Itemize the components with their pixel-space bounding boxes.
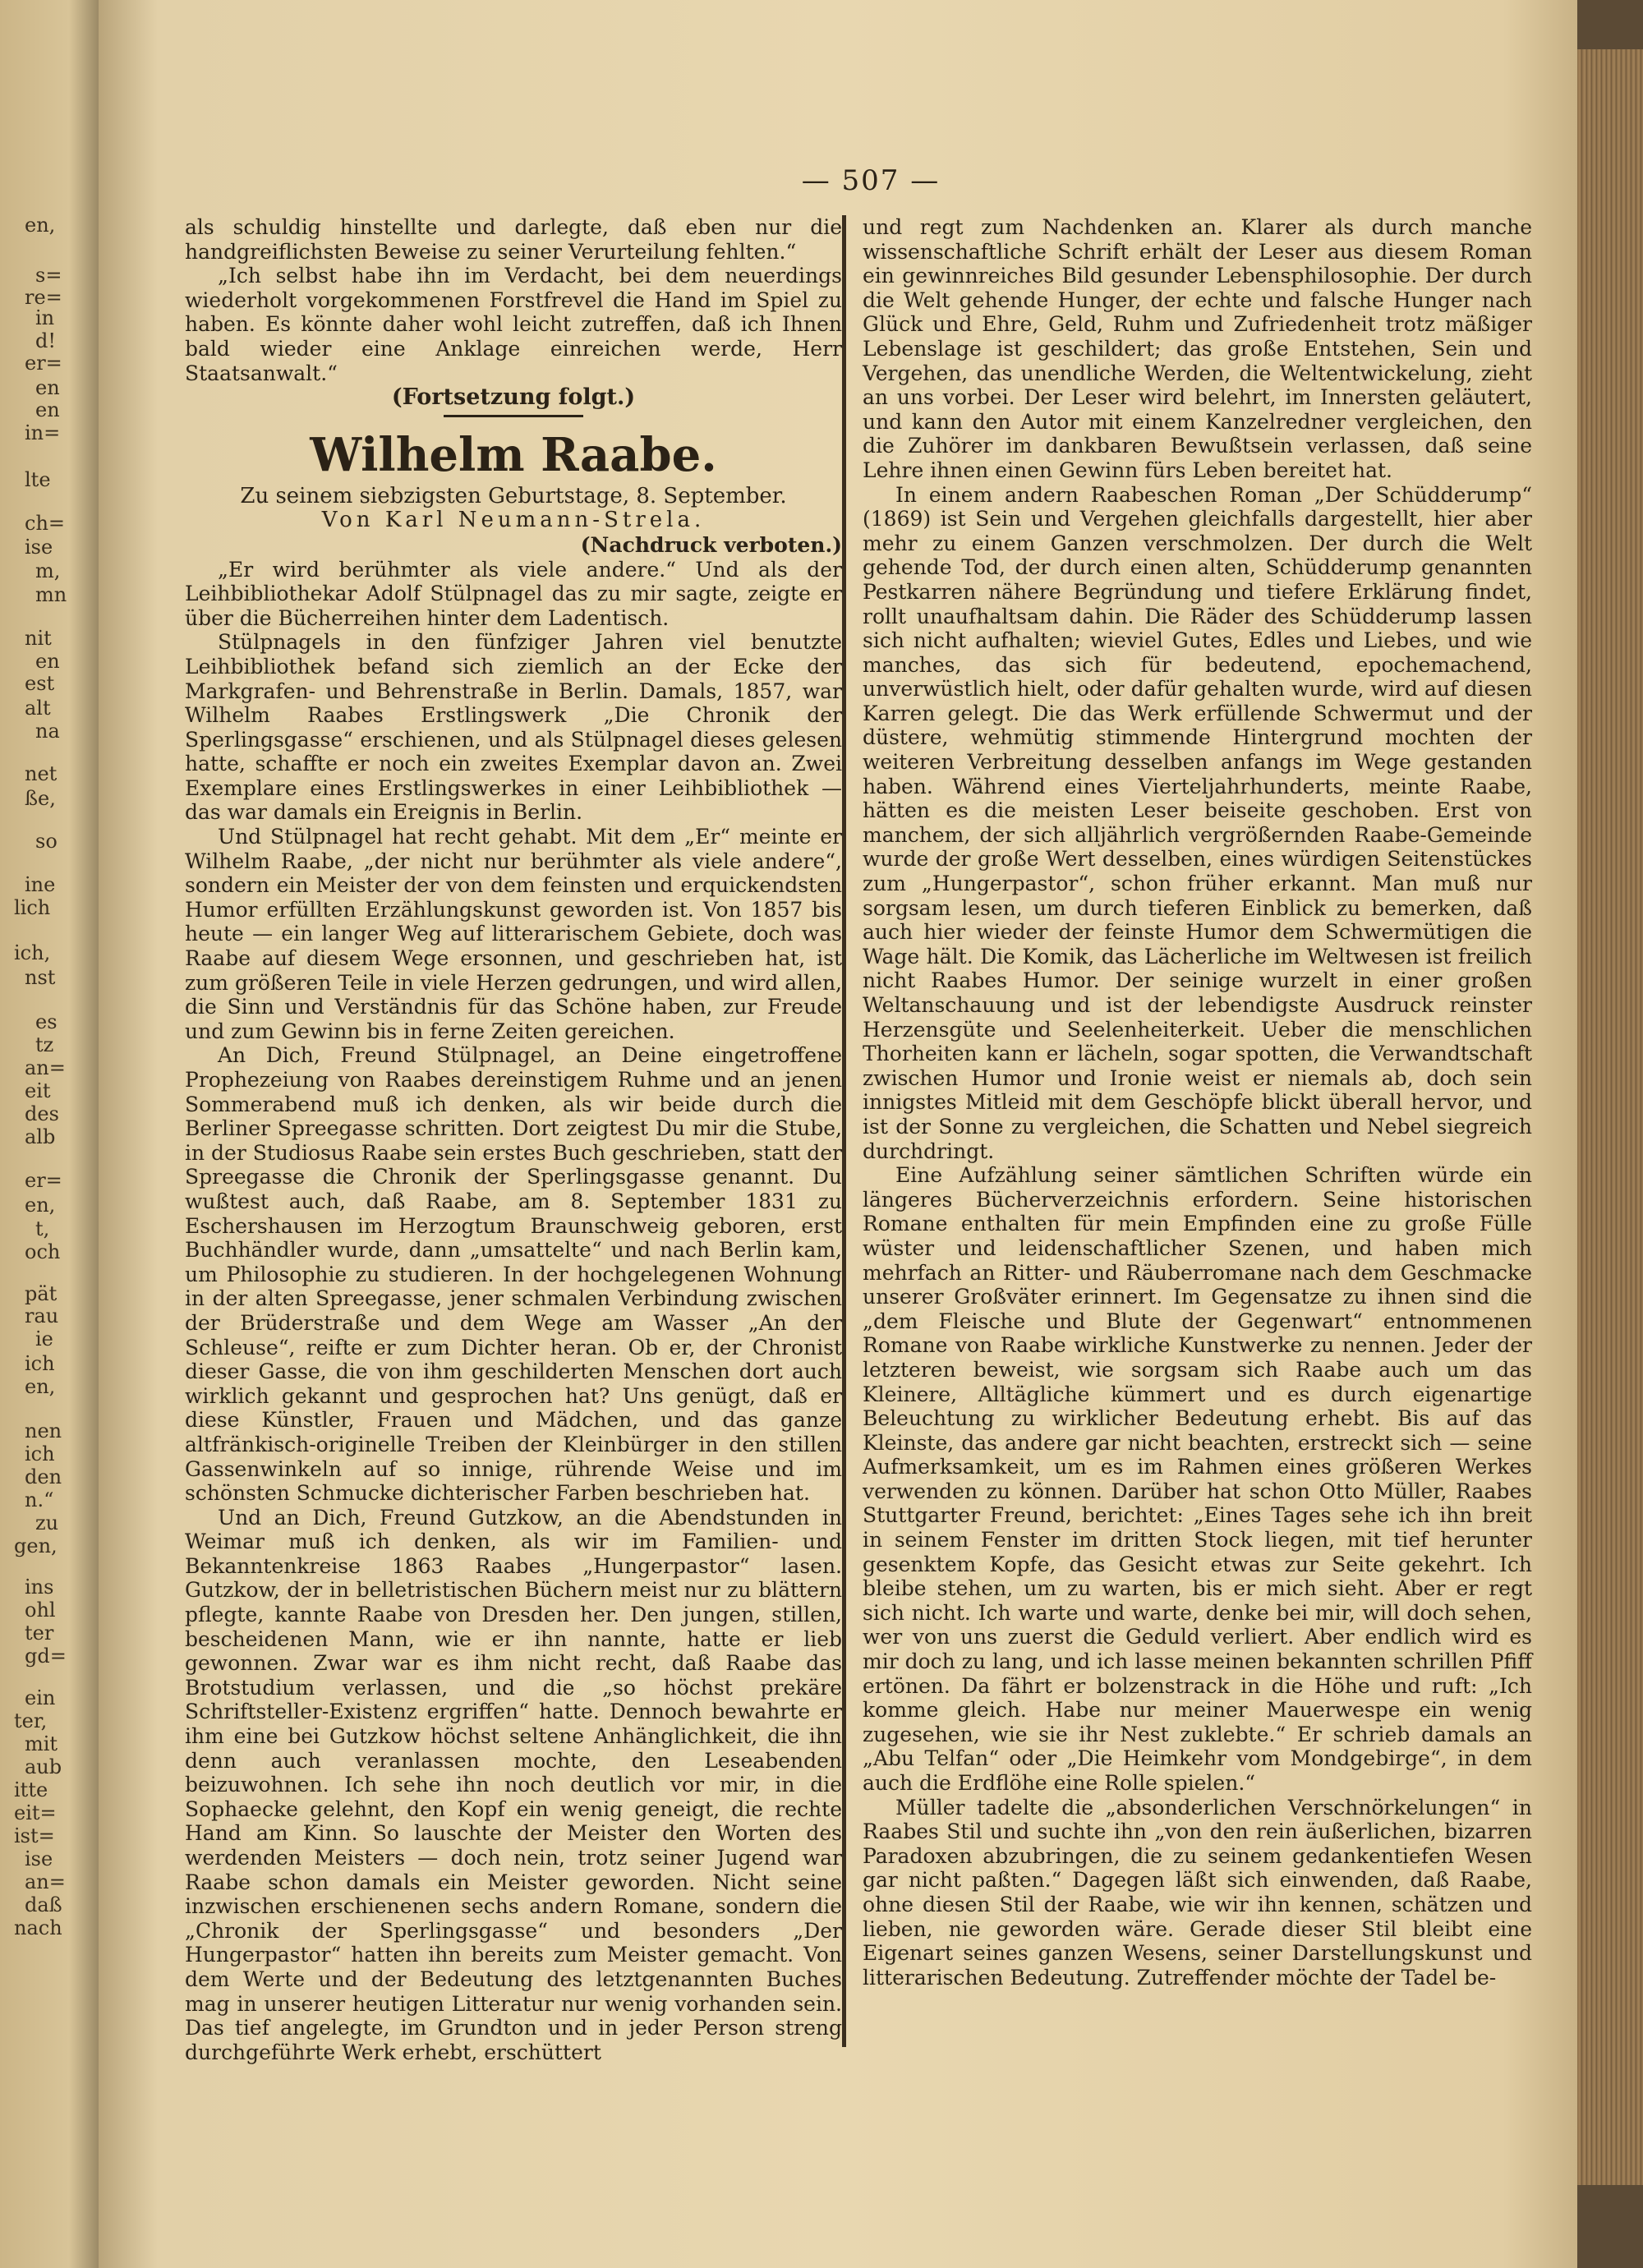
margin-fragment: n.“: [25, 1488, 54, 1511]
margin-fragment: och: [25, 1240, 61, 1263]
paragraph: In einem andern Raabeschen Roman „Der Schüdderump“ (1869) ist Sein und Vergehen gleichfalls dargestellt, hier aber mehr zu einem Ganzen verschmolzen. Der durch die Welt gehende Tod, der durch einen alten, Schüdderump genannten Pestkarren nähere Begründung und tiefere Erklärung findet, rollt unaufhaltsam dahin. Die Räder des Schüdderump lassen sich nicht aufhalten; wieviel Gutes, Edles und Liebes, und wie manches, das sich für bedeutend, epochemachend, unverwüstlich hielt, oder dafür gehalten wurde, wird auf diesen Karren gelegt. Die das Werk erfüllende Schwermut und der düstere, wehmütig stimmende Hintergrund mochten der weiteren Verbreitung desselben anfangs im Wege gestanden haben. Während eines Vierteljahrhunderts, meinte Raabe, hätten es die meisten Leser beiseite geschoben. Erst von manchem, der sich alljährlich vergrößernden Raabe-Gemeinde wurde der große Wert desselben, eines würdigen Seitenstückes zum „Hungerpastor“, schon früher erkannt. Man muß nur sorgsam lesen, um durch tieferen Einblick zu bemerken, daß auch hier wieder der feinste Humor dem Schwermütigen die Wage hält. Die Komik, das Lächerliche im Weltwesen ist freilich nicht Raabes Humor. Der seinige wurzelt in einer großen Weltanschauung und ist der lebendigste Ausdruck reinster Herzensgüte und Seelenheiterkeit. Ueber die menschlichen Thorheiten kann er lächeln, sogar spotten, die Verwandtschaft zwischen Humor und Ironie weist er niemals ab, doch sein innigstes Mitleid mit dem Geschöpfe blickt überall hervor, und ist der Sonne zu vergleichen, die Schatten und Nebel siegreich durchdringt.: [863, 482, 1532, 1163]
margin-fragment: eit=: [14, 1801, 57, 1824]
margin-fragment: mn: [35, 583, 67, 606]
paragraph: Eine Aufzählung seiner sämtlichen Schriften würde ein längeres Bücherverzeichnis erfordern. Seine historischen Romane enthalten für mein Empfinden eine zu große Fülle wüster und leidenschaftlicher Szenen, und haben mich mehrfach an Ritter- und Räuberromane nach dem Geschmacke unserer Großväter erinnert. Im Gegensatze zu ihnen sind die „dem Fleische und Blute der Gegenwart“ entnommenen Romane von Raabe wirkliche Kunstwerke zu nennen. Jeder der letzteren beweist, wie sorgsam sich Raabe auch um das Kleinere, Alltägliche kümmert und es durch eigenartige Beleuchtung zu wirklicher Bedeutung erhebt. Bis auf das Kleinste, das andere gar nicht beachten, erstreckt sich — seine Aufmerksamkeit, um es im Rahmen eines größeren Werkes verwenden zu können. Darüber hat schon Otto Müller, Raabes Stuttgarter Freund, berichtet: „Eines Tages sehe ich ihn breit in seinem Fenster im dritten Stock liegen, mit tief herunter gesenktem Kopfe, das Gesicht etwas zur Seite gekehrt. Ich bleibe stehen, um zu warten, bis er mich sieht. Aber er regt sich nicht. Ich warte und warte, denke bei mir, will doch sehen, wer von uns zuerst die Geduld verliert. Aber endlich wird es mir doch zu lang, und ich lasse meinen bekannten schrillen Pfiff ertönen. Da fährt er bolzenstrack in die Höhe und ruft: „Ich komme gleich. Habe nur meiner Mauerwespe ein wenig zugesehen, wie sie ihr Nest zuklebte.“ Er schrieb damals an „Abu Telfan“ oder „Die Heimkehr vom Mondgebirge“, in dem auch die Erdflöhe eine Rolle spielen.“: [863, 1163, 1532, 1795]
paragraph: „Ich selbst habe ihn im Verdacht, bei dem neuerdings wiederholt vorgekommenen Forstfrevel die Hand im Spiel zu haben. Es könnte daher wohl leicht zutreffen, daß ich Ihnen bald wieder eine Anklage einreichen werde, Herr Staatsanwalt.“: [185, 264, 842, 385]
margin-fragment: net: [25, 762, 58, 785]
margin-fragment: ise: [25, 536, 53, 559]
margin-fragment: re=: [25, 286, 62, 309]
left-column: [185, 215, 842, 2064]
margin-fragment: en: [35, 650, 60, 673]
margin-fragment: ter,: [14, 1709, 48, 1732]
margin-fragment: lich: [14, 896, 51, 919]
paragraph: Müller tadelte die „absonderlichen Verschnörkelungen“ in Raabes Stil und suchte ihn „von den rein äußerlichen, bizarren Paradoxen abzubringen, die zu seinem gedankentiefen Wesen gar nicht paßten.“ Dagegen läßt sich einwenden, daß Raabe, ohne diesen Stil der Raabe, wie wir ihn kennen, schätzen und lieben, nie geworden wäre. Gerade dieser Stil bleibt eine Eigenart seines ganzen Wesens, seiner Darstellungskunst und litterarischen Bedeutung. Zutreffender möchte der Tadel be-: [863, 1795, 1532, 1990]
margin-fragment: pät: [25, 1282, 58, 1305]
article-subtitle: Zu seinem siebzigsten Geburtstage, 8. September.: [240, 483, 787, 508]
margin-fragment: es: [35, 1010, 58, 1033]
paragraph: als schuldig hinstellte und darlegte, daß eben nur die handgreiflichsten Beweise zu seiner Verurteilung fehlten.“: [185, 215, 842, 264]
margin-fragment: ins: [25, 1576, 54, 1599]
margin-fragment: eit: [25, 1079, 51, 1102]
article-title: Wilhelm Raabe.: [310, 427, 717, 482]
margin-fragment: daß: [25, 1893, 62, 1916]
margin-fragment: d!: [35, 329, 57, 352]
margin-fragment: lte: [25, 468, 51, 491]
margin-fragment: ch=: [25, 512, 66, 535]
paragraph: Stülpnagels in den fünfziger Jahren viel benutzte Leihbibliothek befand sich ziemlich an der Ecke der Markgrafen- und Behrenstraße in Berlin. Damals, 1857, war Wilhelm Raabes Erstlingswerk „Die Chronik der Sperlingsgasse“ erschienen, und als Stülpnagel dieses gelesen hatte, schaffte er noch ein zweites Exemplar davon an. Zwei Exemplare eines Erstlingswerkes in einer Leihbibliothek — das war damals ein Ereignis in Berlin.: [185, 630, 842, 825]
margin-fragment: in=: [25, 421, 61, 444]
paragraph: Und Stülpnagel hat recht gehabt. Mit dem „Er“ meinte er Wilhelm Raabe, „der nicht nur berühmter als viele andere“, sondern ein Meister der von dem feinsten und erquickendsten Humor erfüllten Erzählungskunst geworden ist. Von 1857 bis heute — ein langer Weg auf litterarischem Gebiete, doch was Raabe auf diesem Wege ersonnen, und geschrieben hat, ist zum größeren Teile in viele Herzen gedrungen, und wird allen, die Sinn und Verständnis für das Schöne haben, zur Freude und zum Gewinn bis in ferne Zeiten gereichen.: [185, 825, 842, 1043]
margin-fragment: so: [35, 830, 58, 853]
margin-fragment: zu: [35, 1511, 59, 1534]
margin-fragment: ße,: [25, 787, 56, 810]
margin-fragment: en,: [25, 1375, 56, 1398]
paragraph: An Dich, Freund Stülpnagel, an Deine eingetroffene Prophezeiung von Raabes dereinstigem Ruhme und an jenen Sommerabend muß ich denken, als wir beide durch die Berliner Spreegasse schritten. Dort zeigtest Du mir die Stube, in der Studiosus Raabe sein erstes Buch geschrieben, statt der Spreegasse die Chronik der Sperlingsgasse genannt. Du wußtest auch, daß Raabe, am 8. September 1831 zu Eschershausen im Herzogtum Braunschweig geboren, erst Buchhändler wurde, dann „umsattelte“ und nach Berlin kam, um Philosophie zu studieren. In der hochgelegenen Wohnung in der alten Spreegasse, jener schmalen Verbindung zwischen der Brüderstraße und dem Wege am Wasser „An der Schleuse“, reifte er zum Dichter heran. Ob er, der Chronist dieser Gasse, die von ihm geschilderten Menschen dort auch wirklich gekannt und gesprochen hat? Uns genügt, daß er diese Künstler, Frauen und Mädchen, und das ganze altfränkisch-originelle Treiben der Kleinbürger in den stillen Gassenwinkeln auf so innige, rührende Weise und im schönsten Schmucke dichterischer Farben beschrieben hat.: [185, 1043, 842, 1506]
page-edge: [1577, 49, 1643, 2185]
margin-fragment: est: [25, 672, 55, 695]
margin-fragment: mit: [25, 1732, 58, 1755]
margin-fragment: en,: [25, 1194, 56, 1217]
margin-fragment: an=: [25, 1056, 66, 1079]
margin-fragment: ohl: [25, 1599, 56, 1622]
margin-fragment: alt: [25, 697, 51, 720]
margin-fragment: ie: [35, 1327, 53, 1350]
paragraph: Und an Dich, Freund Gutzkow, an die Abendstunden in Weimar muß ich denken, als wir im Familien- und Bekanntenkreise 1863 Raabes „Hungerpastor“ lasen. Gutzkow, der in belletristischen Büchern meist nur zu blättern pflegte, kannte Raabe von Dresden her. Den jungen, stillen, bescheidenen Mann, wie er ihn nannte, hatte er lieb gewonnen. Zwar war es ihm nicht recht, daß Raabe das Brotstudium verlassen, und die „so höchst prekäre Schriftsteller-Existenz ergriffen“ hatte. Dennoch bewahrte er ihm eine bei Gutzkow höchst seltene Anhänglichkeit, die ihn denn auch veranlassen mochte, den Leseabenden beizuwohnen. Ich sehe ihn noch deutlich vor mir, in die Sophaecke gelehnt, den Kopf ein wenig geneigt, die rechte Hand am Kinn. So lauschte der Meister den Worten des werdenden Meisters — doch nein, trotz seiner Jugend war Raabe schon damals ein Meister geworden. Nicht seine inzwischen erschienenen sechs andern Romane, sondern die „Chronik der Sperlingsgasse“ und besonders „Der Hungerpastor“ hatten ihn bereits zum Meister gemacht. Von dem Werte und der Bedeutung des letztgenannten Buches mag in unserer heutigen Litteratur nur wenig vorhanden sein. Das tief angelegte, im Grundton und in jeder Person streng durchgeführte Werk erhebt, erschüttert: [185, 1505, 842, 2064]
right-column: [863, 215, 1532, 1990]
margin-fragment: ich,: [14, 941, 51, 964]
column-divider: [842, 215, 846, 2047]
margin-fragment: er=: [25, 352, 62, 375]
margin-fragment: nen: [25, 1419, 62, 1442]
margin-fragment: ich: [25, 1352, 55, 1375]
margin-fragment: den: [25, 1465, 62, 1488]
article-author: Von Karl Neumann-Strela.: [321, 508, 706, 533]
title-rule: [444, 415, 583, 417]
margin-fragment: nach: [14, 1916, 62, 1939]
margin-fragment: na: [35, 720, 60, 743]
margin-fragment: m,: [35, 559, 61, 582]
margin-fragment: gen,: [14, 1534, 58, 1557]
margin-fragment: en: [35, 398, 60, 421]
margin-fragment: en: [35, 376, 60, 399]
margin-fragment: t,: [35, 1217, 50, 1240]
page-number: — 507 —: [801, 164, 941, 197]
margin-fragment: en,: [25, 214, 56, 237]
margin-fragment: ich: [25, 1442, 55, 1465]
margin-fragment: s=: [35, 264, 62, 287]
margin-fragment: tz: [35, 1033, 54, 1056]
margin-fragment: ine: [25, 873, 56, 896]
margin-fragment: aub: [25, 1755, 62, 1778]
continuation-note: (Fortsetzung folgt.): [391, 384, 636, 411]
margin-fragment: itte: [14, 1778, 48, 1801]
facing-page-margin: [0, 0, 99, 2268]
margin-fragment: er=: [25, 1169, 62, 1192]
margin-fragment: ist=: [14, 1824, 55, 1847]
margin-fragment: des: [25, 1102, 59, 1125]
margin-fragment: an=: [25, 1870, 66, 1893]
margin-fragment: rau: [25, 1304, 59, 1327]
margin-fragment: gd=: [25, 1645, 67, 1668]
reprint-notice: (Nachdruck verboten.): [580, 532, 842, 557]
margin-fragment: nit: [25, 627, 52, 650]
margin-fragment: ein: [25, 1686, 56, 1709]
paragraph: und regt zum Nachdenken an. Klarer als durch manche wissenschaftliche Schrift erhält der Leser aus diesem Roman ein gewinnreiches Bild gesunder Lebensphilosophie. Der durch die Welt gehende Hunger, der echte und falsche Hunger nach Glück und Ehre, Geld, Ruhm und Zufriedenheit trotz mäßiger Lebenslage ist geschildert; das große Entstehen, Sein und Vergehen, das unendliche Werden, die Weltentwickelung, zieht an uns vorbei. Der Leser wird belehrt, im Innersten geläutert, und kann den Autor mit einem Kanzelredner vergleichen, den die Zuhörer im dankbaren Bewußtsein verlassen, daß seine Lehre ihnen einen Gewinn fürs Leben bereitet hat.: [863, 215, 1532, 482]
margin-fragment: in: [35, 306, 55, 329]
margin-fragment: ter: [25, 1622, 54, 1645]
paragraph: „Er wird berühmter als viele andere.“ Und als der Leihbibliothekar Adolf Stülpnagel das zu mir sagte, zeigte er über die Bücherreihen hinter dem Ladentisch.: [185, 557, 842, 630]
margin-fragment: alb: [25, 1125, 56, 1148]
margin-fragment: nst: [25, 966, 56, 989]
margin-fragment: ise: [25, 1847, 53, 1870]
